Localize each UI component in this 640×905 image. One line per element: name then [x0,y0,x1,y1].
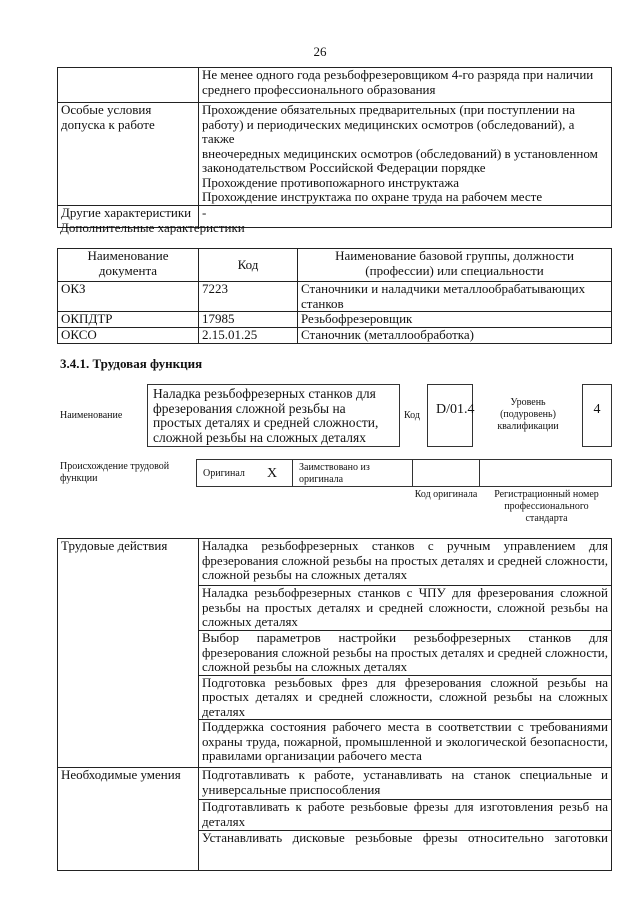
labor-action: Выбор параметров настройки резьбофрезерных станков для фрезерования сложной резьбы на простых деталях и средней сложности, сложной резьбы на сложных деталях [199,631,612,676]
header-document: Наименование документа [58,249,199,282]
header-name: Наименование базовой группы, должности (профессии) или специальности [298,249,612,282]
skill: Устанавливать дисковые резьбовые фрезы относительно заготовки [199,831,612,871]
code-original-label: Код оригинала [414,489,478,500]
cell: Станочники и наладчики металлообрабатывающих станков [298,282,612,312]
page-number: 26 [313,44,327,59]
row-label: Особые условия допуска к работе [58,103,199,206]
cell: 17985 [199,312,298,328]
skill: Подготавливать к работе, устанавливать на станок специальные и универсальные приспособления [199,768,612,800]
cell: ОКЗ [58,282,199,312]
reg-number-box [479,459,612,487]
name-label: Наименование [60,410,123,421]
row-label: Другие характеристики [58,205,199,227]
skill: Подготавливать к работе резьбовые фрезы для изготовления резьб на деталях [199,800,612,831]
cell: ОКСО [58,327,199,343]
function-table [57,538,612,871]
header-code: Код [199,249,298,282]
cell: ОКПДТР [58,312,199,328]
section-title: 3.4.1. Трудовая функция [60,356,203,371]
labor-action: Подготовка резьбовых фрез для фрезерования сложной резьбы на простых деталях и средней сложности, сложной резьбы на сложных деталях [199,675,612,720]
labor-action: Наладка резьбофрезерных станков с ручным управлением для фрезерования сложной резьбы на простых деталях и средней сложности, сложной резьбы на сложных деталях [199,539,612,586]
skills-label: Необходимые умения [58,768,199,871]
labor-action: Наладка резьбофрезерных станков с ЧПУ для фрезерования сложной резьбы на простых деталях и средней сложности, сложной резьбы на сложных деталях [199,586,612,631]
level-label: Уровень (подуровень) квалификации [497,397,559,432]
function-code: D/01.4 [427,384,473,447]
code-label: Код [404,410,420,421]
additional-table [57,248,612,344]
original-mark: X [267,466,278,481]
other-cell: - [199,205,612,227]
cell: Резьбофрезеровщик [298,312,612,328]
origin-label: Происхождение трудовой функции [60,461,170,484]
qualification-table [57,67,612,228]
cell: Станочник (металлообработка) [298,327,612,343]
function-name: Наладка резьбофрезерных станков для фрезерования сложной резьбы на простых деталях и средней сложности, сложной резьбы на сложных деталях [147,384,400,447]
special-conditions-cell: Прохождение обязательных предварительных (при поступлении на работу) и периодических медицинских осмотров (обследований), а также внеочередных медицинских осмотров (обследований) в установленном законодательством Российской Федерации порядке Прохождение противопожарного инструктажа Прохождение инструктажа по охране труда на рабочем месте [199,103,612,206]
cell: 7223 [199,282,298,312]
labor-action: Поддержка состояния рабочего места в соответствии с требованиями охраны труда, пожарной, промышленной и экологической безопасности, правилами организации рабочего места [199,720,612,768]
borrowed-box: Заимствовано из оригинала [292,459,413,487]
row-label [58,68,199,103]
original-label: Оригинал [203,468,245,479]
original-box [196,459,293,487]
qualification-level: 4 [582,384,612,447]
additional-title: Дополнительные характеристики [60,220,245,235]
cell: 2.15.01.25 [199,327,298,343]
labor-actions-label: Трудовые действия [58,539,199,768]
experience-cell: Не менее одного года резьбофрезеровщиком 4-го разряда при наличии среднего профессионального образования [199,68,612,103]
code-original-box [412,459,480,487]
reg-number-label: Регистрационный номер профессионального стандарта [494,489,599,524]
